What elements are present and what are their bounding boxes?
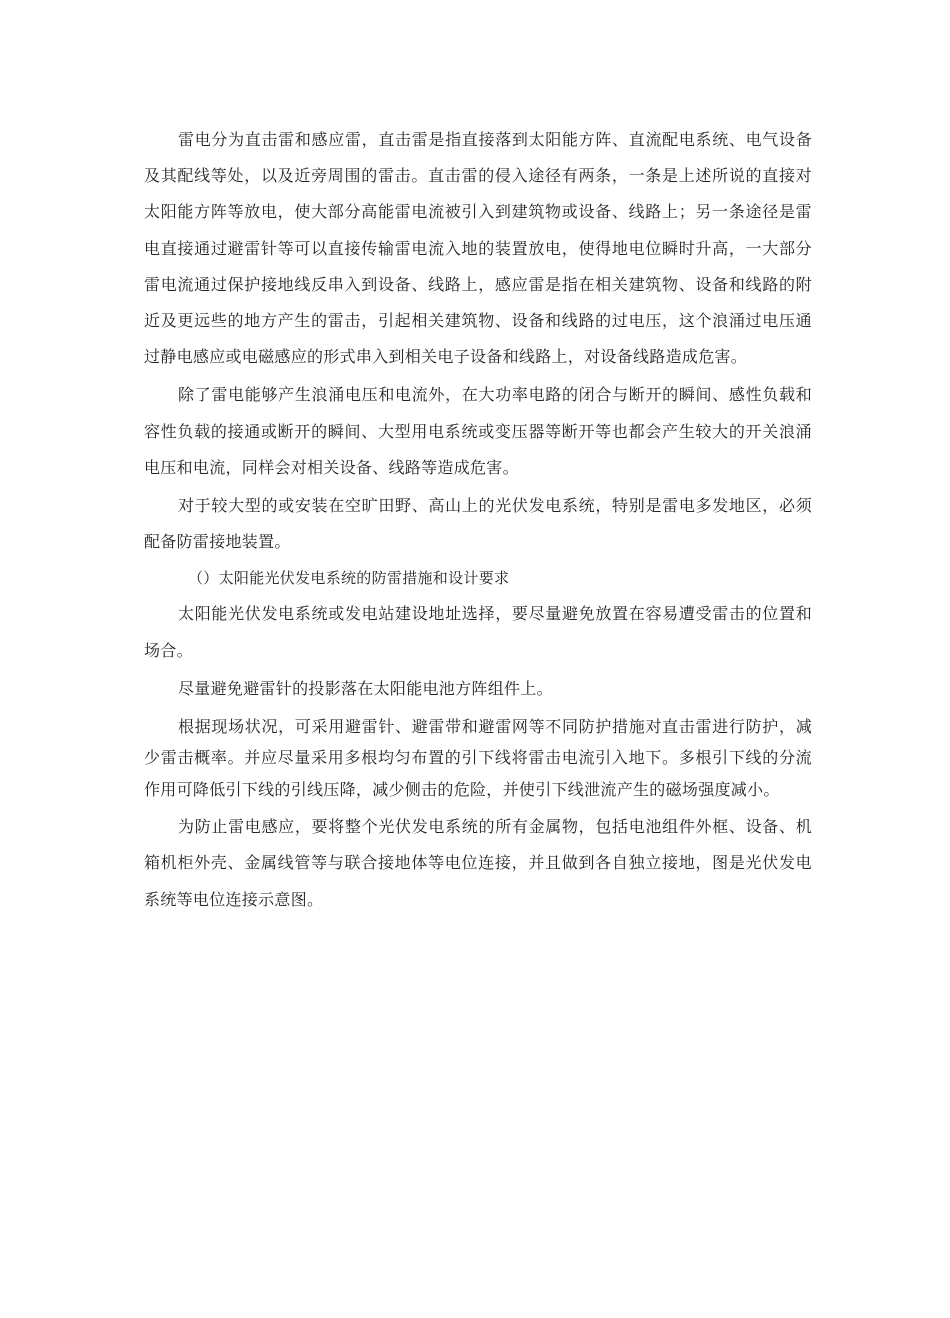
section-heading: （）太阳能光伏发电系统的防雷措施和设计要求 xyxy=(188,569,510,588)
paragraph-lightning-types: 雷电分为直击雷和感应雷，直击雷是指直接落到太阳能方阵、直流配电系统、电气设备及其配线等处，以及近旁周围的雷击。直击雷的侵入途径有两条，一条是上述所说的直接对太阳能方阵等放电，使大部分高能雷电流被引入到建筑物或设备、线路上；另一条途径是雷电直接通过避雷针等可以直接传输雷电流入地的装置放电，使得地电位瞬时升高，一大部分雷电流通过保护接地线反串入到设备、线路上，感应雷是指在相关建筑物、设备和线路的附近及更远些的地方产生的雷击，引起相关建筑物、设备和线路的过电压，这个浪涌过电压通过静电感应或电磁感应的形式串入到相关电子设备和线路上，对设备线路造成危害。 xyxy=(144,130,812,367)
paragraph-lightning-rod-shadow: 尽量避免避雷针的投影落在太阳能电池方阵组件上。 xyxy=(178,678,553,698)
paragraph-site-selection: 太阳能光伏发电系统或发电站建设地址选择，要尽量避免放置在容易遭受雷击的位置和场合。 xyxy=(144,604,812,660)
document-body xyxy=(144,122,812,918)
paragraph-grounding-requirement: 对于较大型的或安装在空旷田野、高山上的光伏发电系统，特别是雷电多发地区，必须配备防雷接地装置。 xyxy=(144,496,812,552)
paragraph-equipotential-bonding: 为防止雷电感应，要将整个光伏发电系统的所有金属物，包括电池组件外框、设备、机箱机柜外壳、金属线管等与联合接地体等电位连接，并且做到各自独立接地，图是光伏发电系统等电位连接示意图。 xyxy=(144,817,812,909)
paragraph-switching-surge: 除了雷电能够产生浪涌电压和电流外，在大功率电路的闭合与断开的瞬间、感性负载和容性负载的接通或断开的瞬间、大型用电系统或变压器等断开等也都会产生较大的开关浪涌电压和电流，同样会对相关设备、线路等造成危害。 xyxy=(144,385,812,477)
paragraph-direct-strike-protection: 根据现场状况，可采用避雷针、避雷带和避雷网等不同防护措施对直击雷进行防护，减少雷击概率。并应尽量采用多根均匀布置的引下线将雷击电流引入地下。多根引下线的分流作用可降低引下线的引线压降，减少侧击的危险，并使引下线泄流产生的磁场强度减小。 xyxy=(144,717,812,799)
